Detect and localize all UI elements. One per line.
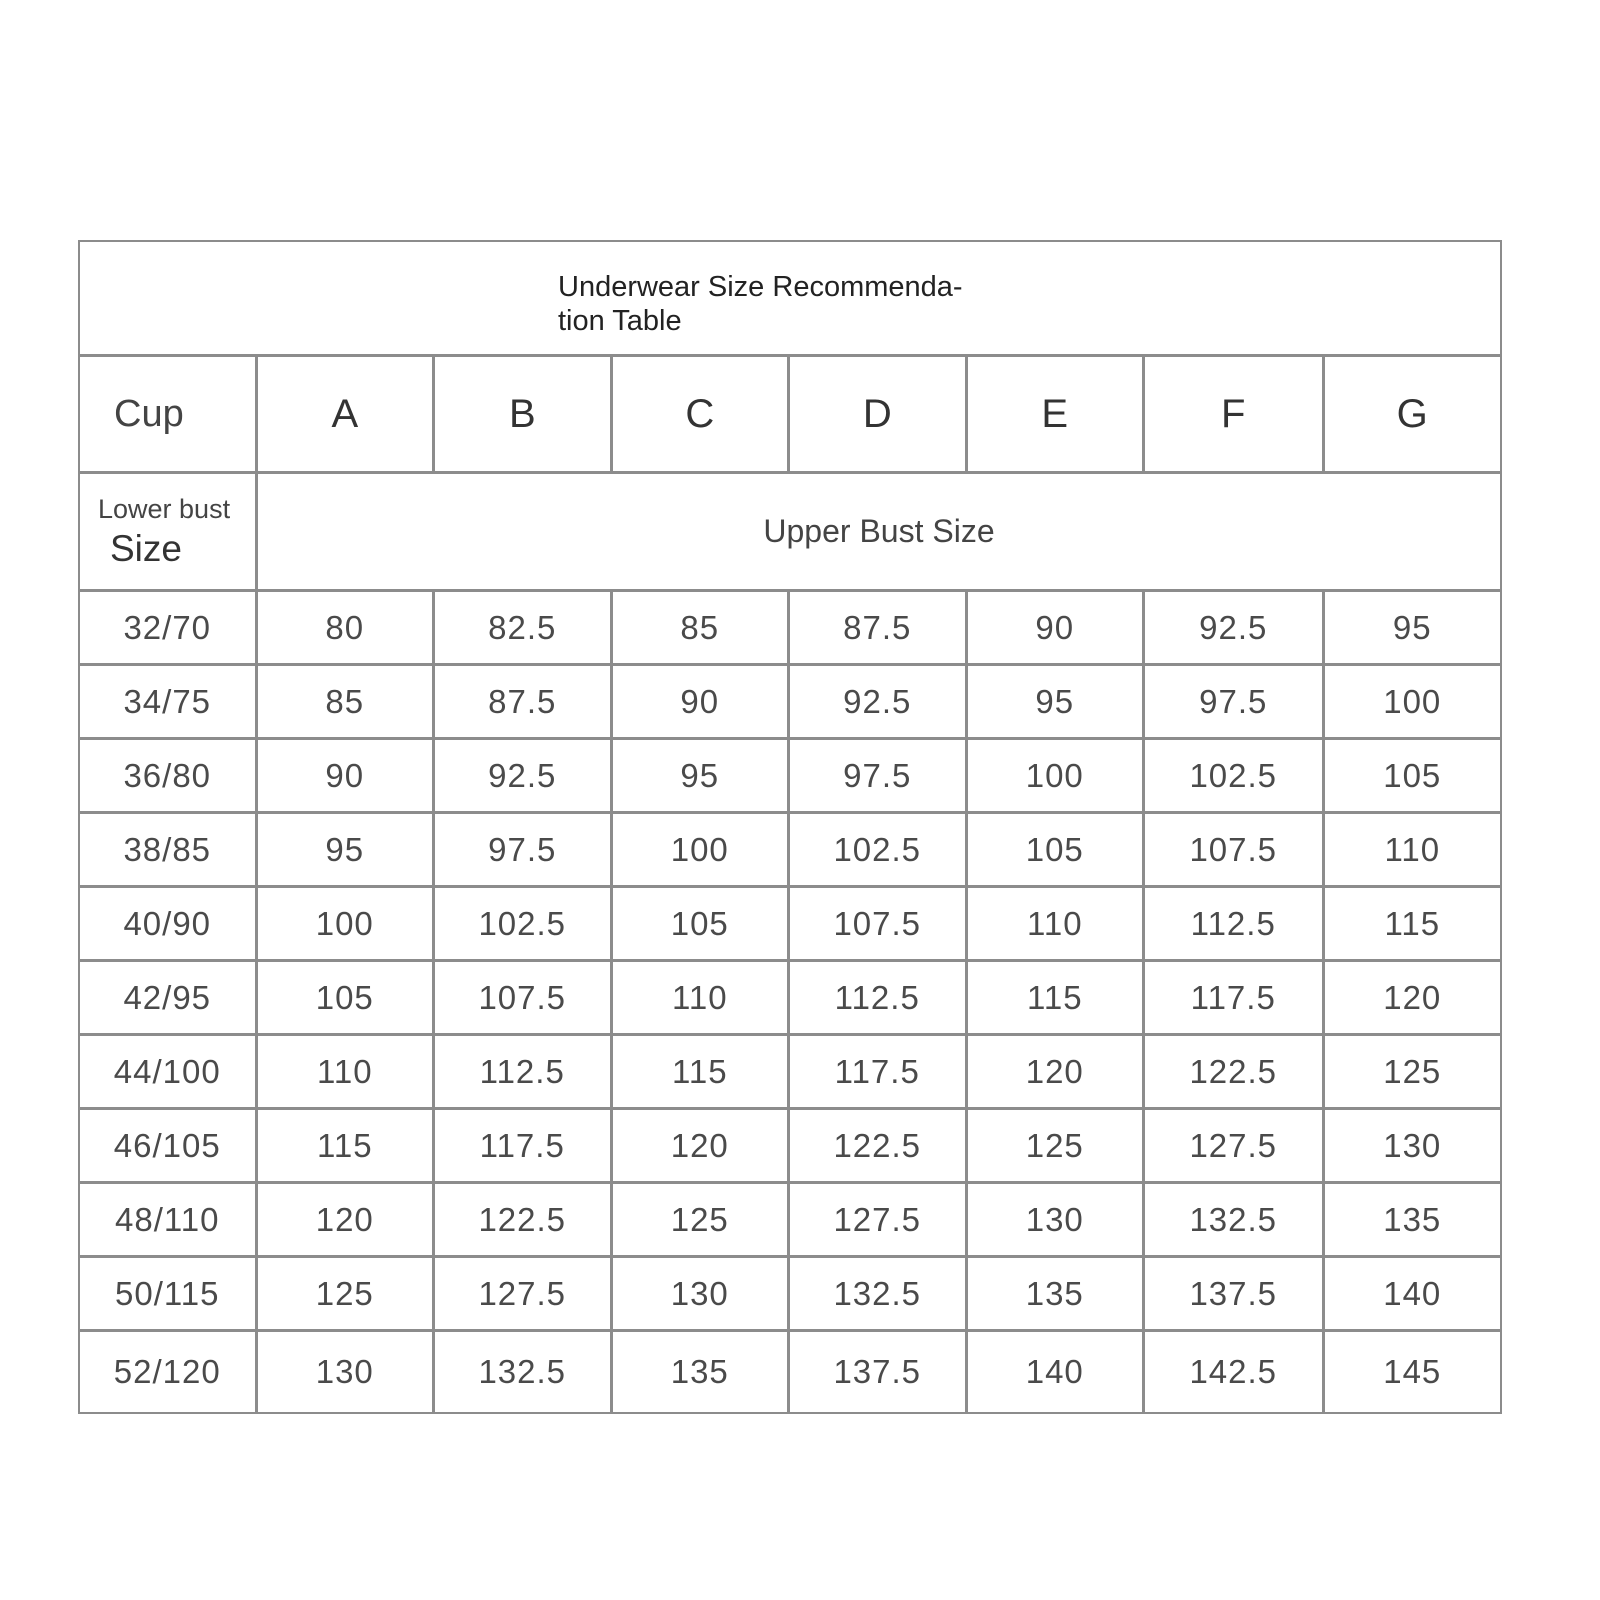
upper-bust-value-cell: 120 (258, 1184, 436, 1255)
upper-bust-value-cell: 132.5 (790, 1258, 968, 1329)
lower-bust-size-cell: 48/110 (80, 1184, 258, 1255)
upper-bust-value-cell: 140 (968, 1332, 1146, 1412)
table-row (80, 1110, 1500, 1184)
table-row (80, 666, 1500, 740)
upper-bust-value-cell: 92.5 (435, 740, 613, 811)
upper-bust-value-cell: 102.5 (1145, 740, 1325, 811)
upper-bust-value-cell: 135 (613, 1332, 791, 1412)
cup-header-b: B (435, 357, 612, 471)
upper-bust-value-cell: 107.5 (790, 888, 968, 959)
upper-bust-value-cell: 92.5 (790, 666, 968, 737)
upper-bust-value-cell: 130 (968, 1184, 1146, 1255)
upper-bust-value-cell: 125 (613, 1184, 791, 1255)
upper-bust-value-cell: 82.5 (435, 592, 613, 663)
upper-bust-value-cell: 100 (613, 814, 791, 885)
upper-bust-value-cell: 122.5 (1145, 1036, 1325, 1107)
lower-bust-size-cell: 50/115 (80, 1258, 258, 1329)
upper-bust-value-cell: 132.5 (435, 1332, 613, 1412)
upper-bust-value-cell: 112.5 (790, 962, 968, 1033)
upper-bust-value-cell: 97.5 (435, 814, 613, 885)
upper-bust-value-cell: 105 (968, 814, 1146, 885)
cup-header-row (80, 357, 1500, 474)
lower-bust-size-cell: 32/70 (80, 592, 258, 663)
size-recommendation-table (78, 240, 1502, 1414)
upper-bust-value-cell: 95 (613, 740, 791, 811)
upper-bust-value-cell: 130 (258, 1332, 436, 1412)
lower-bust-size-cell: 40/90 (80, 888, 258, 959)
upper-bust-value-cell: 130 (1383, 1126, 1442, 1164)
upper-bust-value-cell: 105 (613, 888, 791, 959)
upper-bust-value-cell: 105 (258, 962, 436, 1033)
upper-bust-value-cell: 115 (968, 962, 1146, 1033)
upper-bust-value-cell: 112.5 (435, 1036, 613, 1107)
lower-bust-size-cell: 44/100 (80, 1036, 258, 1107)
upper-bust-value-cell: 87.5 (435, 666, 613, 737)
upper-bust-value-cell: 125 (1383, 1052, 1442, 1090)
cup-header-g: G (1396, 391, 1428, 436)
upper-bust-value-cell: 117.5 (435, 1110, 613, 1181)
table-body (80, 592, 1500, 1412)
table-row (80, 1036, 1500, 1110)
upper-bust-value-cell: 95 (968, 666, 1146, 737)
cup-header-d: D (790, 357, 967, 471)
table-row (80, 740, 1500, 814)
lower-bust-size-cell: 42/95 (80, 962, 258, 1033)
upper-bust-value-cell: 107.5 (435, 962, 613, 1033)
upper-bust-value-cell: 135 (1383, 1200, 1442, 1238)
lower-bust-size-cell: 36/80 (80, 740, 258, 811)
upper-bust-value-cell: 130 (613, 1258, 791, 1329)
table-row (80, 962, 1500, 1036)
upper-bust-value-cell: 110 (968, 888, 1146, 959)
cup-label: Cup (80, 357, 258, 471)
upper-bust-value-cell: 120 (613, 1110, 791, 1181)
lower-bust-size-cell: 38/85 (80, 814, 258, 885)
upper-bust-value-cell: 137.5 (1145, 1258, 1325, 1329)
upper-bust-value-cell: 135 (968, 1258, 1146, 1329)
upper-bust-value-cell: 125 (968, 1110, 1146, 1181)
upper-bust-value-cell: 110 (1384, 830, 1441, 868)
upper-bust-value-cell: 110 (613, 962, 791, 1033)
upper-bust-value-cell: 100 (258, 888, 436, 959)
table-row (80, 1184, 1500, 1258)
upper-bust-value-cell: 110 (258, 1036, 436, 1107)
upper-bust-value-cell: 115 (1384, 904, 1441, 942)
upper-bust-value-cell: 112.5 (1145, 888, 1325, 959)
upper-bust-value-cell: 95 (1392, 608, 1432, 646)
lower-bust-size-cell: 34/75 (80, 666, 258, 737)
upper-bust-value-cell: 92.5 (1145, 592, 1325, 663)
lower-bust-size-cell: 52/120 (80, 1332, 258, 1412)
upper-bust-value-cell: 137.5 (790, 1332, 968, 1412)
upper-bust-size-label: Upper Bust Size (763, 513, 995, 549)
upper-bust-value-cell: 117.5 (1145, 962, 1325, 1033)
table-row (80, 592, 1500, 666)
upper-bust-value-cell: 120 (1383, 978, 1442, 1016)
size-label: Size (110, 527, 182, 569)
upper-bust-value-cell: 107.5 (1145, 814, 1325, 885)
table-row (80, 814, 1500, 888)
table-row (80, 1332, 1500, 1412)
upper-bust-value-cell: 100 (968, 740, 1146, 811)
upper-bust-value-cell: 127.5 (435, 1258, 613, 1329)
upper-bust-value-cell: 90 (258, 740, 436, 811)
lower-bust-size-cell: 46/105 (80, 1110, 258, 1181)
upper-bust-value-cell: 120 (968, 1036, 1146, 1107)
lower-bust-label: Lower bust (98, 493, 231, 524)
upper-bust-value-cell: 125 (258, 1258, 436, 1329)
upper-bust-value-cell: 132.5 (1145, 1184, 1325, 1255)
upper-bust-value-cell: 105 (1383, 756, 1442, 794)
cup-header-f: F (1145, 357, 1324, 471)
table-row (80, 1258, 1500, 1332)
upper-bust-value-cell: 115 (613, 1036, 791, 1107)
upper-bust-value-cell: 85 (613, 592, 791, 663)
upper-bust-value-cell: 115 (258, 1110, 436, 1181)
upper-bust-value-cell: 127.5 (1145, 1110, 1325, 1181)
upper-bust-value-cell: 90 (613, 666, 791, 737)
table-row (80, 888, 1500, 962)
upper-bust-value-cell: 97.5 (790, 740, 968, 811)
upper-bust-value-cell: 122.5 (790, 1110, 968, 1181)
upper-bust-value-cell: 90 (968, 592, 1146, 663)
upper-bust-value-cell: 127.5 (790, 1184, 968, 1255)
upper-bust-value-cell: 85 (258, 666, 436, 737)
cup-header-c: C (613, 357, 790, 471)
cup-header-a: A (258, 357, 435, 471)
upper-bust-value-cell: 102.5 (435, 888, 613, 959)
upper-bust-value-cell: 145 (1383, 1353, 1442, 1390)
upper-bust-value-cell: 122.5 (435, 1184, 613, 1255)
upper-bust-value-cell: 95 (258, 814, 436, 885)
bust-subheader-row (80, 474, 1500, 592)
upper-bust-value-cell: 140 (1383, 1274, 1442, 1312)
upper-bust-value-cell: 97.5 (1145, 666, 1325, 737)
table-title: Underwear Size Recommenda- tion Table (558, 271, 963, 337)
upper-bust-value-cell: 80 (258, 592, 436, 663)
upper-bust-value-cell: 100 (1383, 682, 1442, 720)
cup-header-e: E (968, 357, 1145, 471)
upper-bust-value-cell: 87.5 (790, 592, 968, 663)
lower-bust-size-label (80, 474, 258, 589)
table-title-row (80, 242, 1500, 357)
upper-bust-value-cell: 117.5 (790, 1036, 968, 1107)
upper-bust-value-cell: 142.5 (1145, 1332, 1325, 1412)
upper-bust-value-cell: 102.5 (790, 814, 968, 885)
